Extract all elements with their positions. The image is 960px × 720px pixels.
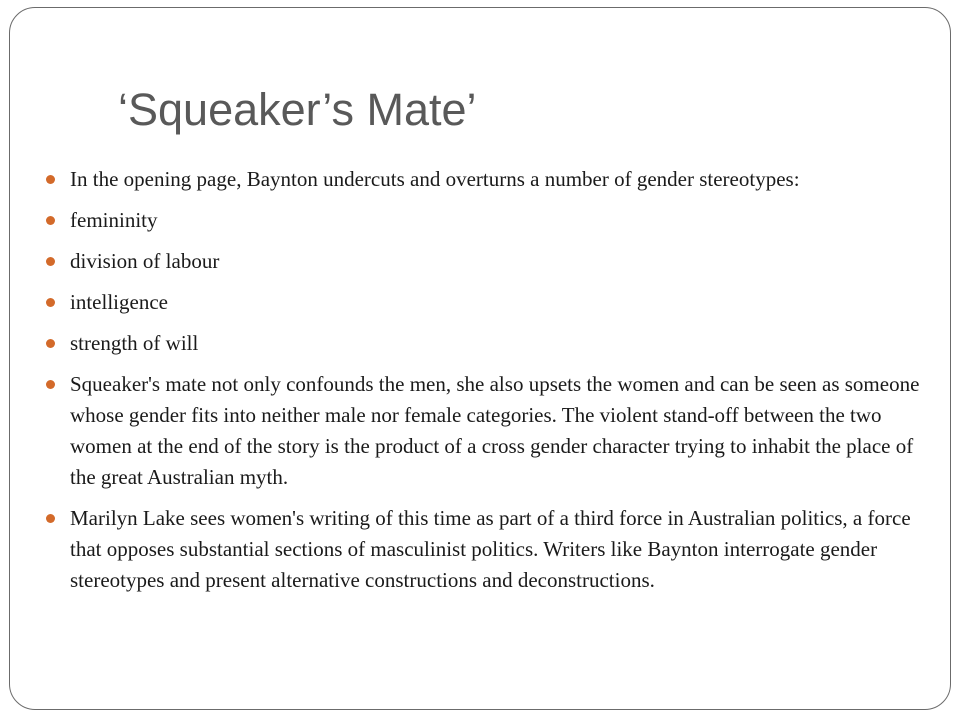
bullet-icon: [46, 380, 55, 389]
list-item: [46, 503, 926, 596]
bullet-icon: [46, 514, 55, 523]
bullet-text: division of labour: [70, 249, 220, 273]
bullet-icon: [46, 216, 55, 225]
list-item: [46, 246, 926, 277]
list-item: [46, 369, 926, 493]
bullet-text: In the opening page, Baynton undercuts and overturns a number of gender stereotypes:: [70, 167, 800, 191]
list-item: [46, 164, 926, 195]
bullet-icon: [46, 298, 55, 307]
list-item: [46, 287, 926, 318]
bullet-text: Squeaker's mate not only confounds the men, she also upsets the women and can be seen as someone whose gender fits into neither male nor female categories. The violent stand-off between the two women at the end of the story is the product of a cross gender character trying to inhabit the place of the great Australian myth.: [70, 372, 920, 489]
slide-frame: [9, 7, 951, 710]
bullet-icon: [46, 339, 55, 348]
slide-title: ‘Squeaker’s Mate’: [118, 84, 477, 135]
bullet-icon: [46, 175, 55, 184]
bullet-icon: [46, 257, 55, 266]
bullet-text: strength of will: [70, 331, 199, 355]
bullet-text: femininity: [70, 208, 158, 232]
bullet-list: [46, 164, 926, 606]
list-item: [46, 328, 926, 359]
bullet-text: Marilyn Lake sees women's writing of this time as part of a third force in Australian politics, a force that opposes substantial sections of masculinist politics. Writers like Baynton interrogate gender stereotypes and present alternative constructions and deconstructions.: [70, 506, 911, 592]
list-item: [46, 205, 926, 236]
bullet-text: intelligence: [70, 290, 168, 314]
